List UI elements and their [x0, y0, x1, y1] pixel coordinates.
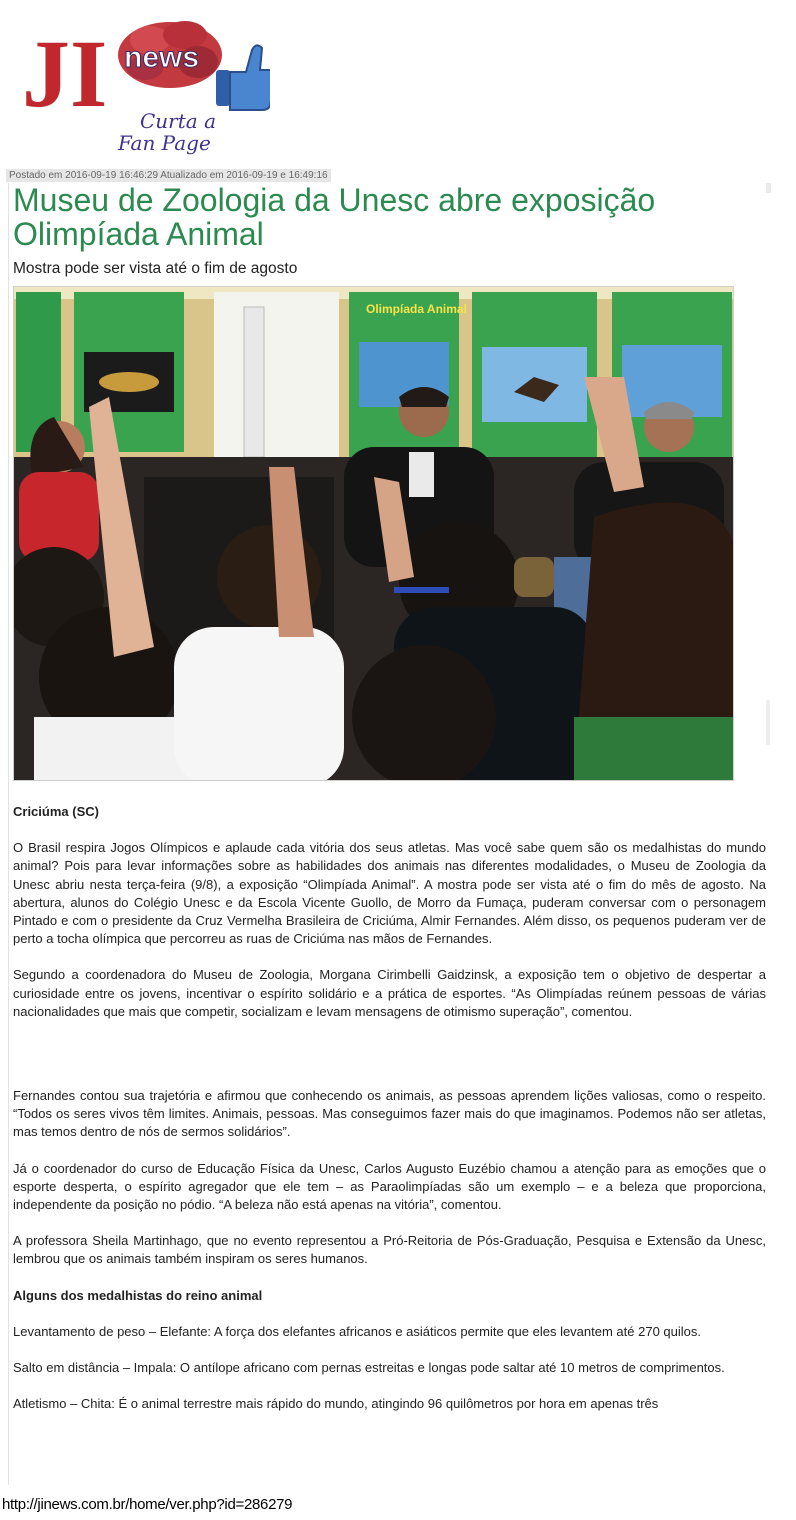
logo-tagline-2: Fan Page: [118, 131, 211, 155]
photo-illustration: [14, 287, 734, 781]
article-body: [13, 803, 766, 1431]
content-left-border: [8, 183, 9, 1485]
article-paragraph: Fernandes contou sua trajetória e afirmou que conhecendo os animais, as pessoas aprendem lições valiosas, como o respeito. “Todos os seres vivos têm limites. Animais, pessoas. Mas conseguimos fazer mais do que imaginamos. Podemos não ser atletas, mas temos dentro de nós de sermos solidários”.: [13, 1088, 766, 1140]
content-right-border-lower: [766, 700, 770, 745]
article-spacer: [13, 1039, 766, 1087]
post-timestamp: Postado em 2016-09-19 16:46:29 Atualizado em 2016-09-19 e 16:49:16: [6, 169, 331, 182]
content-right-border: [766, 183, 771, 193]
logo-letters: JI: [22, 20, 108, 127]
thumbs-up-icon: [216, 45, 270, 110]
article-title: Museu de Zoologia da Unesc abre exposição Olimpíada Animal: [13, 182, 656, 252]
logo-tagline-1: Curta a: [140, 109, 216, 133]
article-photo: [13, 286, 734, 781]
medalist-item: Levantamento de peso – Elefante: A força dos elefantes africanos e asiáticos permite que eles levantem até 270 quilos.: [13, 1323, 701, 1339]
medalists-heading: Alguns dos medalhistas do reino animal: [13, 1287, 263, 1303]
site-logo[interactable]: [20, 10, 270, 160]
medalist-item: Atletismo – Chita: É o animal terrestre mais rápido do mundo, atingindo 96 quilômetros por hora em apenas três: [13, 1396, 659, 1412]
article-location: Criciúma (SC): [13, 804, 99, 819]
page-url[interactable]: http://jinews.com.br/home/ver.php?id=286279: [2, 1496, 293, 1513]
medalist-item: Salto em distância – Impala: O antílope africano com pernas estreitas e longas pode saltar até 10 metros de comprimentos.: [13, 1360, 725, 1376]
article-paragraph: O Brasil respira Jogos Olímpicos e aplaude cada vitória dos seus atletas. Mas você sabe quem são os medalhistas do mundo animal? Pois para levar informações sobre as habilidades dos animais nas diferentes modalidades, o Museu de Zoologia da Unesc abriu nesta terça-feira (9/8), a exposição “Olimpíada Animal”. A mostra pode ser vista até o fim do mês de agosto. Na abertura, alunos do Colégio Unesc e da Escola Vicente Guollo, de Morro da Fumaça, puderam conversar com o personagem Pintado e com o presidente da Cruz Vermelha Brasileira de Criciúma, Almir Fernandes. Além disso, os pequenos puderam ver de perto a tocha olímpica que percorreu as ruas de Criciúma nas mãos de Fernandes.: [13, 840, 766, 947]
article-paragraph: Já o coordenador do curso de Educação Física da Unesc, Carlos Augusto Euzébio chamou a atenção para as emoções que o esporte desperta, o espírito agregador que ele tem – as Paraolimpíadas são um exemplo – e a beleza que proporciona, independente da posição no pódio. “A beleza não está apenas na vitória”, comentou.: [13, 1160, 766, 1213]
photo-banner-text: Olimpíada Animal: [366, 302, 467, 316]
article-paragraph: Segundo a coordenadora do Museu de Zoologia, Morgana Cirimbelli Gaidzinsk, a exposição tem o objetivo de despertar a curiosidade entre os jovens, incentivar o espírito solidário e a prática de esportes. “As Olimpíadas reúnem pessoas de várias nacionalidades que mais que competir, socializam e levam mensagens de otimismo superação”, comentou.: [13, 967, 766, 1019]
logo-word: news: [124, 41, 200, 74]
article-subtitle: Mostra pode ser vista até o fim de agosto: [13, 260, 298, 277]
logo-graphic: [20, 10, 270, 160]
article-paragraph: A professora Sheila Martinhago, que no evento representou a Pró-Reitoria de Pós-Graduação, Pesquisa e Extensão da Unesc, lembrou que os animais também inspiram os seres humanos.: [13, 1233, 766, 1267]
